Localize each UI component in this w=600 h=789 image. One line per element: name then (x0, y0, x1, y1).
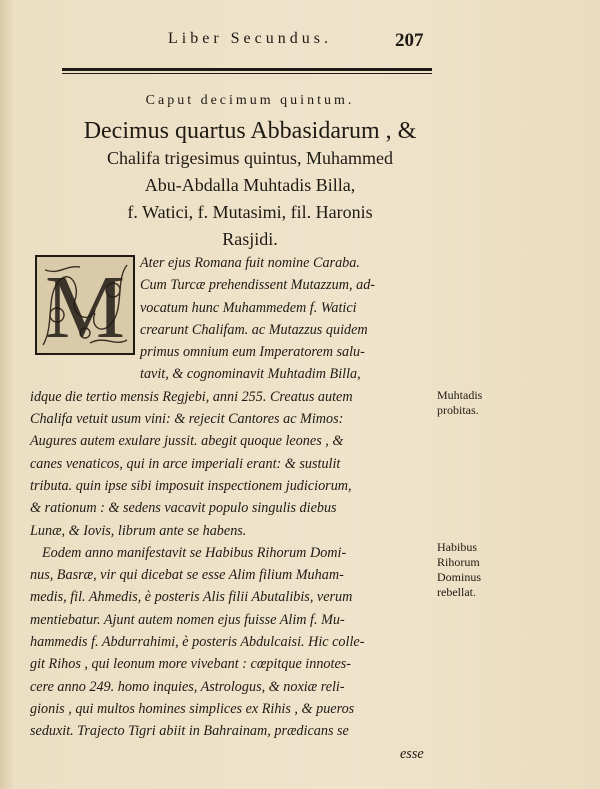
text-line: idque die tertio mensis Regjebi, anni 255. Creatus autem (30, 388, 353, 405)
body-text (30, 252, 440, 765)
svg-text:M: M (44, 258, 126, 355)
margin-note-habibus (437, 540, 497, 600)
title-line-1: Decimus quartus Abbasidarum , & (83, 118, 417, 144)
text-line: canes venaticos, qui in arce imperiali erant: & sustulit (30, 455, 341, 472)
margin-note-line: Muhtadis (437, 388, 483, 402)
text-line: Augures autem exulare jussit. abegit quoque leones , & (30, 433, 344, 450)
catchword: esse (400, 745, 424, 762)
margin-note-muhtadis (437, 388, 497, 418)
text-line: nus, Basræ, vir qui dicebat se esse Alim filium Muham- (30, 567, 344, 584)
margin-note-line: Rihorum (437, 555, 480, 569)
text-line: & rationum : & sedens vacavit populo singulis diebus (30, 500, 337, 517)
title-line-5: Rasjidi. (222, 229, 278, 249)
page-number: 207 (395, 30, 424, 51)
text-line: primus omnium eum Imperatorem salu- (140, 344, 365, 361)
title-line-4: f. Watici, f. Mutasimi, fil. Haronis (127, 202, 373, 222)
chapter-heading: Caput decimum quintum. (145, 93, 355, 108)
title-line-3: Abu-Abdalla Muhtadis Billa, (144, 175, 356, 195)
title-line-2: Chalifa trigesimus quintus, Muhammed (107, 148, 393, 168)
text-line: cere anno 249. homo inquies, Astrologus, & noxiæ reli- (30, 678, 345, 695)
text-line: hammedis f. Abdurrahimi, è posteris Abdulcaisi. Hic colle- (30, 634, 365, 651)
text-line: Chalifa vetuit usum vini: & rejecit Cantores ac Mimos: (30, 411, 344, 428)
margin-note-line: Dominus (437, 570, 482, 584)
header-rule (62, 68, 432, 71)
margin-note-line: probitas. (437, 403, 479, 417)
text-line: medis, fil. Ahmedis, è posteris Alis filii Abutalibis, verum (30, 589, 353, 606)
text-line: Eodem anno manifestavit se Habibus Rihorum Domi- (42, 544, 347, 561)
text-line: seduxit. Trajecto Tigri abiit in Bahrainam, prædicans se (30, 723, 349, 740)
running-title: Liber Secundus. (168, 30, 332, 47)
text-line: tributa. quin ipse sibi imposuit inspectionem judiciorum, (30, 477, 352, 494)
text-line: git Rihos , qui leonum more vivebant : cœpitque innotes- (30, 656, 351, 673)
header-rule-thin (62, 73, 432, 74)
text-line: Lunæ, & Iovis, librum ante se habens. (30, 522, 247, 539)
text-line: Ater ejus Romana fuit nomine Caraba. (140, 255, 360, 271)
text-line: crearunt Chalifam. ac Mutazzus quidem (140, 321, 368, 338)
text-line: Cum Turcæ prehendissent Mutazzum, ad- (140, 277, 376, 294)
text-line: vocatum hunc Muhammedem f. Watici (140, 299, 357, 316)
chapter-title (62, 118, 438, 253)
text-line: gionis , qui multos homines simplices ex Rihis , & pueros (30, 700, 355, 717)
text-line: mentiebatur. Ajunt autem nomen ejus fuisse Alim f. Mu- (30, 611, 345, 628)
text-line: tavit, & cognominavit Muhtadim Billa, (140, 366, 361, 383)
margin-note-line: rebellat. (437, 585, 476, 599)
margin-note-line: Habibus (437, 540, 477, 554)
